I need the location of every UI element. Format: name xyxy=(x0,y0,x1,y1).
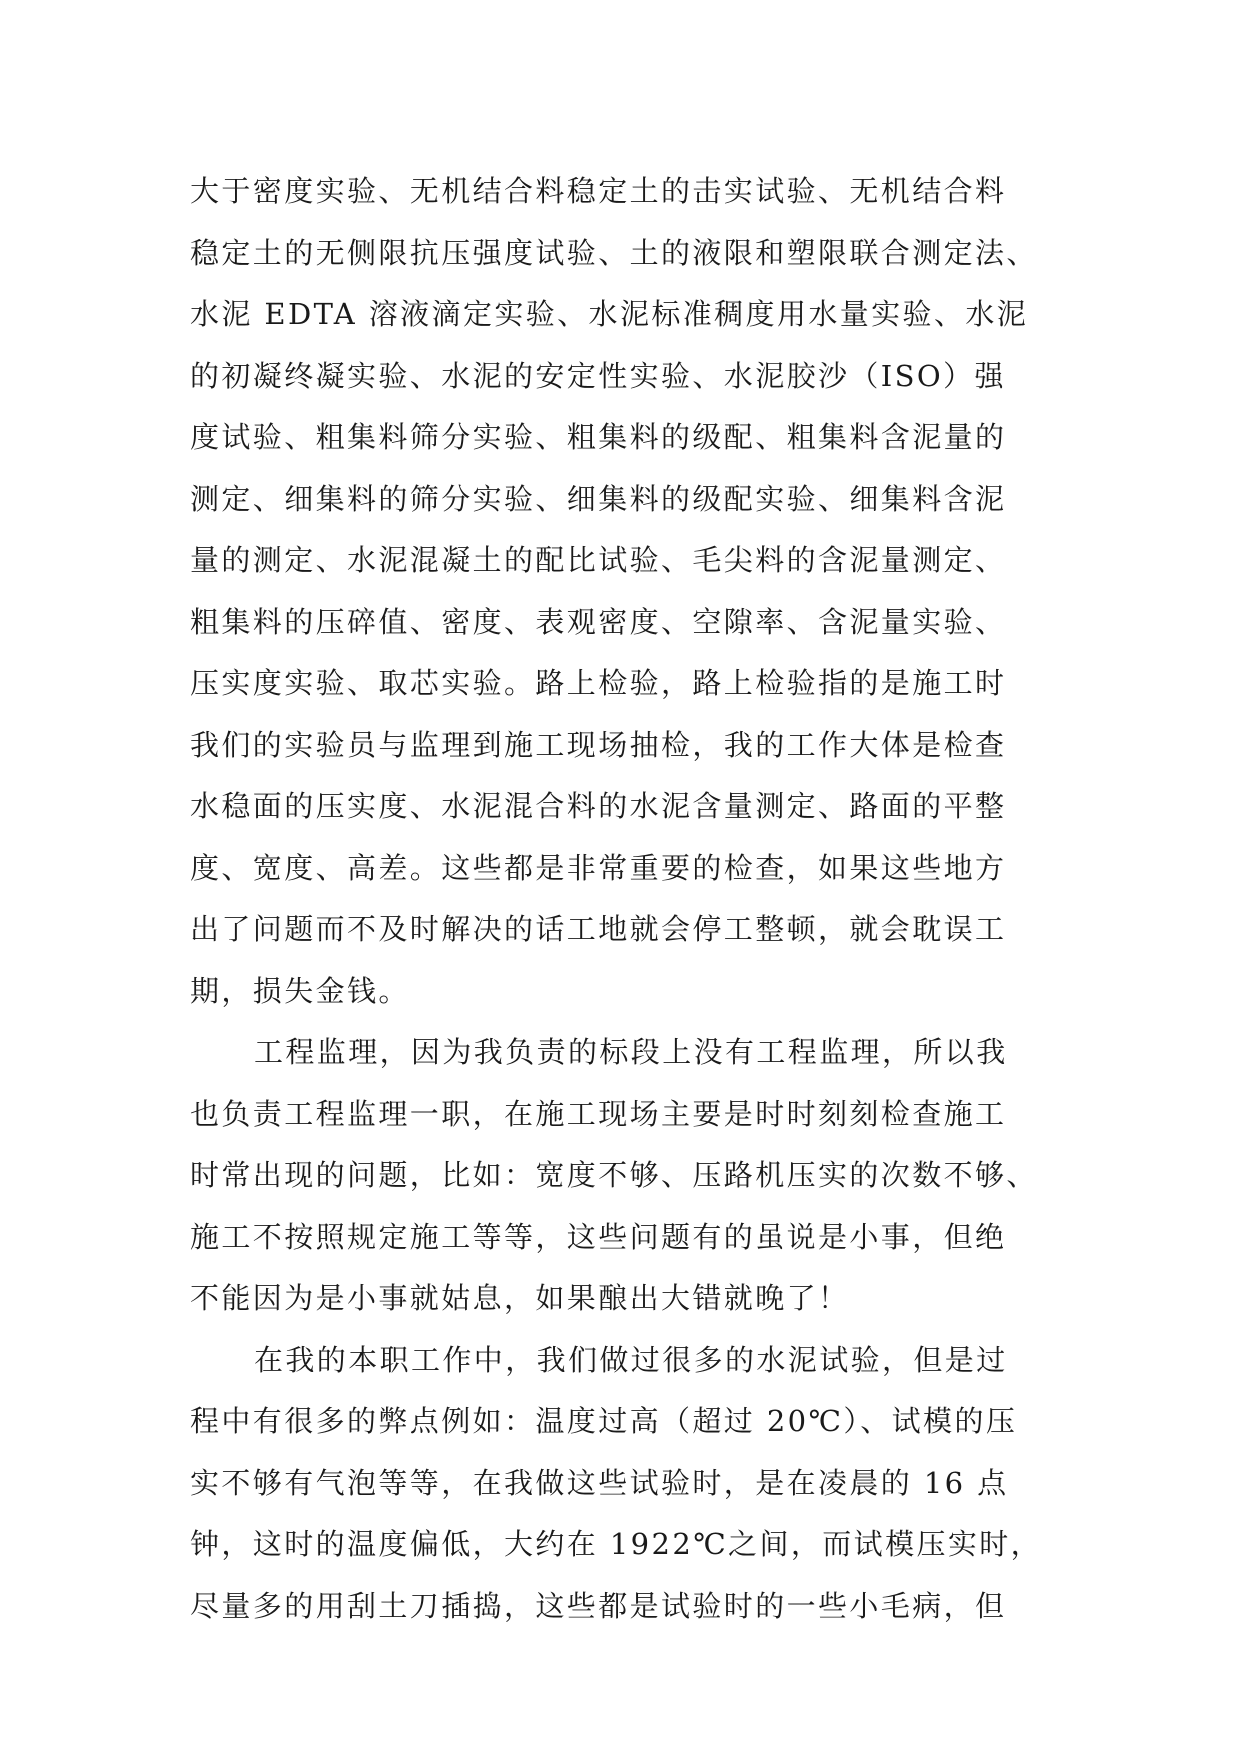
text-line: 度、宽度、高差。这些都是非常重要的检查，如果这些地方 xyxy=(190,850,1007,885)
text-line: 大于密度实验、无机结合料稳定土的击实试验、无机结合料 xyxy=(190,174,1007,208)
text-line: 时常出现的问题，比如：宽度不够、压路机压实的次数不够、 xyxy=(190,1158,1038,1192)
text-line: 稳定土的无侧限抗压强度试验、土的液限和塑限联合测定法、 xyxy=(190,235,1038,270)
text-line: 钟，这时的温度偏低，大约在 1922℃之间，而试模压实时， xyxy=(190,1527,1043,1561)
text-line: 期，损失金钱。 xyxy=(190,973,410,1008)
text-line: 水泥 EDTA 溶液滴定实验、水泥标准稠度用水量实验、水泥 xyxy=(190,297,1029,331)
text-line: 水稳面的压实度、水泥混合料的水泥含量测定、路面的平整 xyxy=(190,789,1007,823)
text-line: 出了问题而不及时解决的话工地就会停工整顿，就会耽误工 xyxy=(190,912,1007,946)
text-line: 实不够有气泡等等，在我做这些试验时，是在凌晨的 16 点 xyxy=(190,1465,1009,1500)
text-line: 量的测定、水泥混凝土的配比试验、毛尖料的含泥量测定、 xyxy=(190,543,1007,577)
text-line: 的初凝终凝实验、水泥的安定性实验、水泥胶沙（ISO）强 xyxy=(190,358,1006,393)
text-line: 施工不按照规定施工等等，这些问题有的虽说是小事，但绝 xyxy=(190,1219,1007,1254)
paragraph-first-line: 工程监理，因为我负责的标段上没有工程监理，所以我 xyxy=(254,1035,1008,1069)
text-line: 粗集料的压碎值、密度、表观密度、空隙率、含泥量实验、 xyxy=(190,604,1007,639)
text-line: 也负责工程监理一职，在施工现场主要是时时刻刻检查施工 xyxy=(190,1096,1007,1131)
paragraph-first-line: 在我的本职工作中，我们做过很多的水泥试验，但是过 xyxy=(254,1342,1008,1377)
text-line: 度试验、粗集料筛分实验、粗集料的级配、粗集料含泥量的 xyxy=(190,420,1007,454)
body-text xyxy=(190,161,1090,1637)
text-line: 程中有很多的弊点例如：温度过高（超过 20℃）、试模的压 xyxy=(190,1404,1018,1438)
text-line: 测定、细集料的筛分实验、细集料的级配实验、细集料含泥 xyxy=(190,481,1007,516)
text-line: 不能因为是小事就姑息，如果酿出大错就晚了！ xyxy=(190,1281,850,1315)
text-line: 压实度实验、取芯实验。路上检验，路上检验指的是施工时 xyxy=(190,666,1007,700)
text-line: 尽量多的用刮土刀插捣，这些都是试验时的一些小毛病，但 xyxy=(190,1588,1007,1623)
text-line: 我们的实验员与监理到施工现场抽检，我的工作大体是检查 xyxy=(190,727,1007,762)
